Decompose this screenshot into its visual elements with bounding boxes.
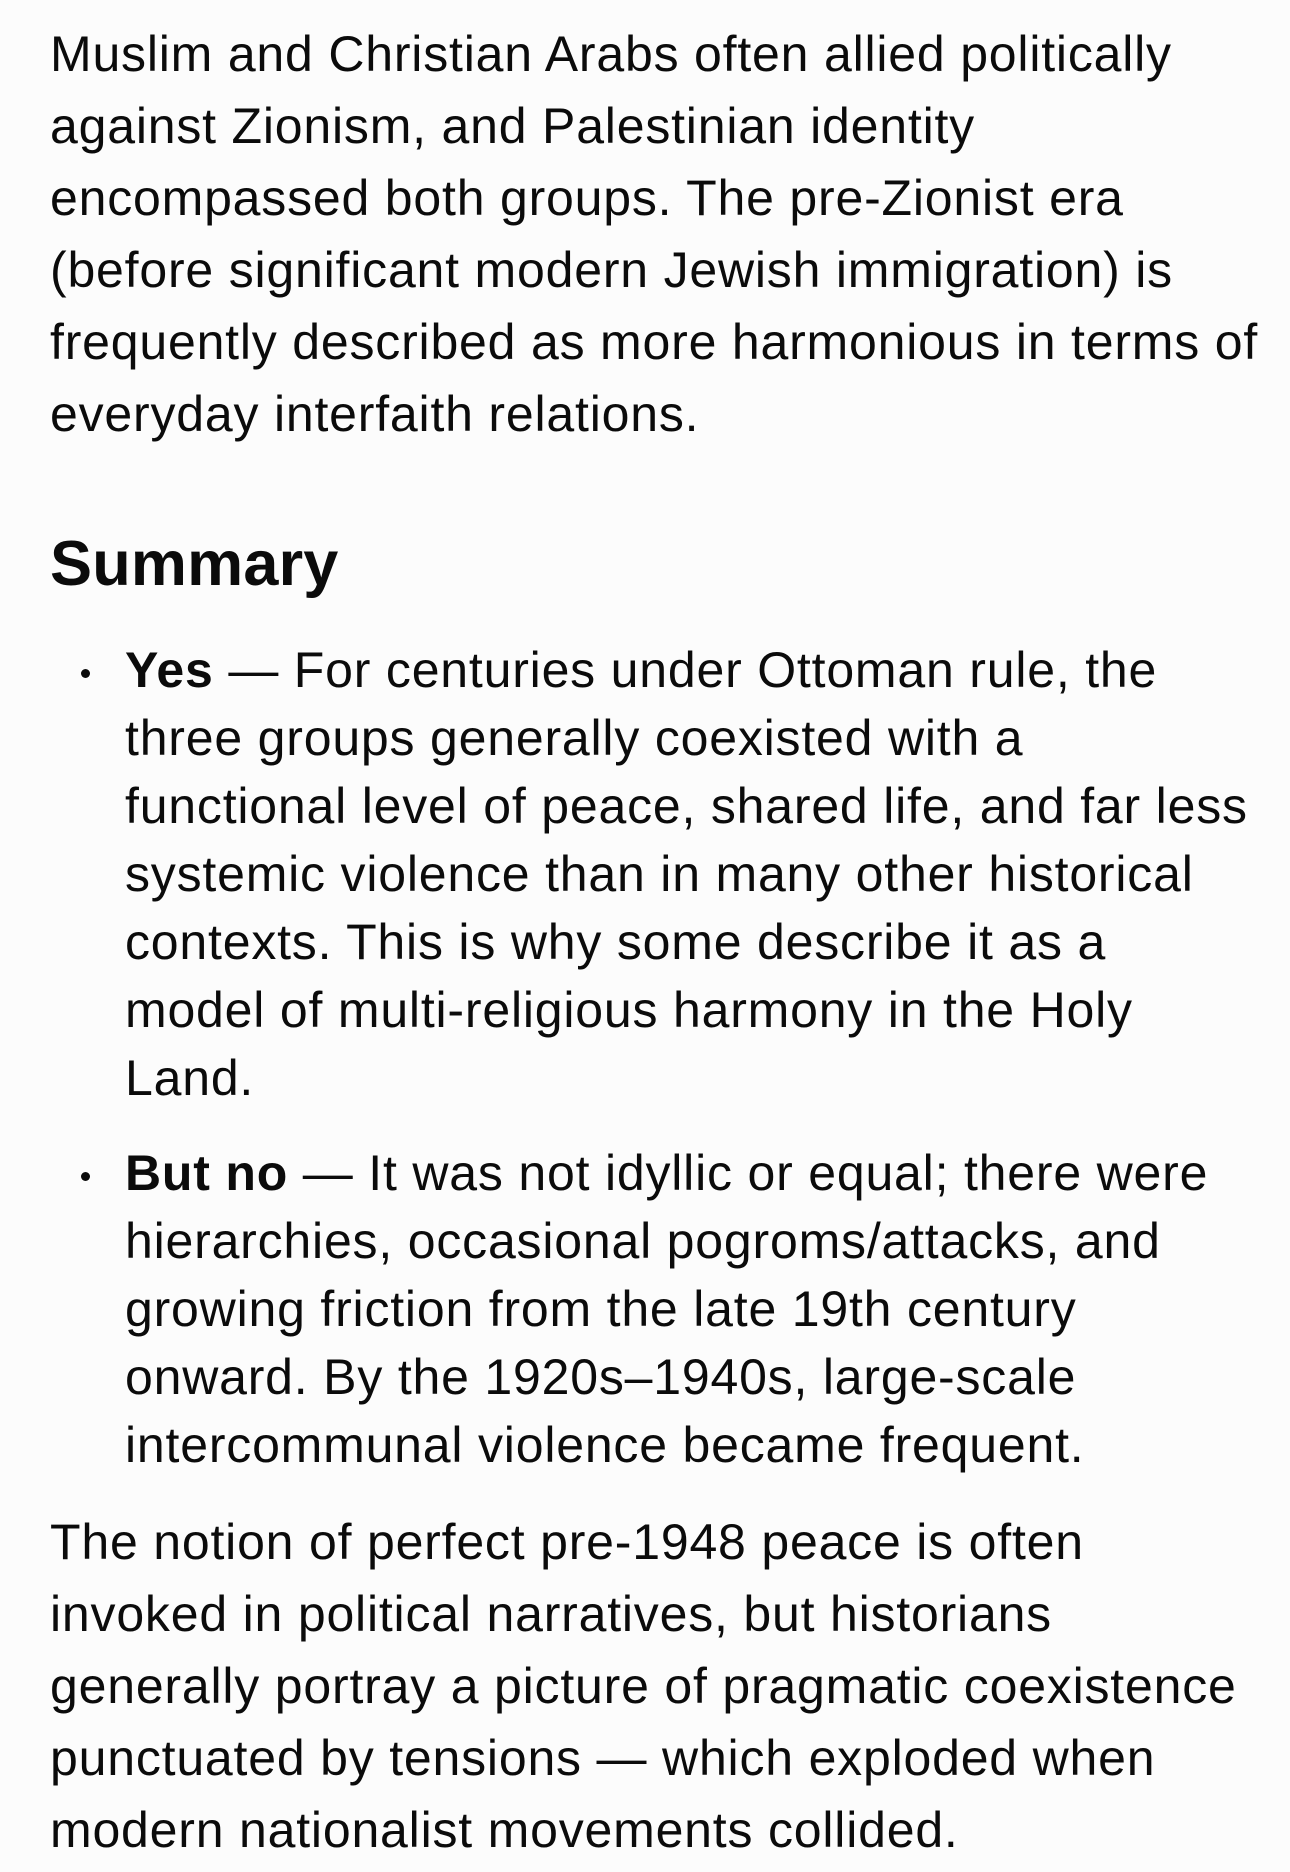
summary-list xyxy=(50,636,1260,1479)
summary-heading: Summary xyxy=(50,529,339,599)
list-item xyxy=(50,636,1260,1112)
bullet-lead: But no xyxy=(125,1145,289,1201)
bullet-icon xyxy=(81,1172,90,1181)
closing-paragraph: The notion of perfect pre-1948 peace is often invoked in political narratives, but historians generally portray a picture of pragmatic coexistence punctuated by tensions — which exploded when modern nationalist movements collided. xyxy=(50,1514,1237,1858)
intro-paragraph: Muslim and Christian Arabs often allied politically against Zionism, and Palestinian identity encompassed both groups. The pre-Zionist era (before significant modern Jewish immigration) is frequently described as more harmonious in terms of everyday interfaith relations. xyxy=(50,26,1259,442)
bullet-text: — It was not idyllic or equal; there were hierarchies, occasional pogroms/attacks, and growing friction from the late 19th century onward. By the 1920s–1940s, large-scale intercommunal violence became frequent. xyxy=(125,1145,1209,1473)
bullet-lead: Yes xyxy=(125,642,214,698)
bullet-text: — For centuries under Ottoman rule, the three groups generally coexisted with a functional level of peace, shared life, and far less systemic violence than in many other historical contexts. This is why some describe it as a model of multi-religious harmony in the Holy Land. xyxy=(125,642,1248,1106)
bullet-icon xyxy=(81,669,90,678)
list-item xyxy=(50,1139,1260,1479)
